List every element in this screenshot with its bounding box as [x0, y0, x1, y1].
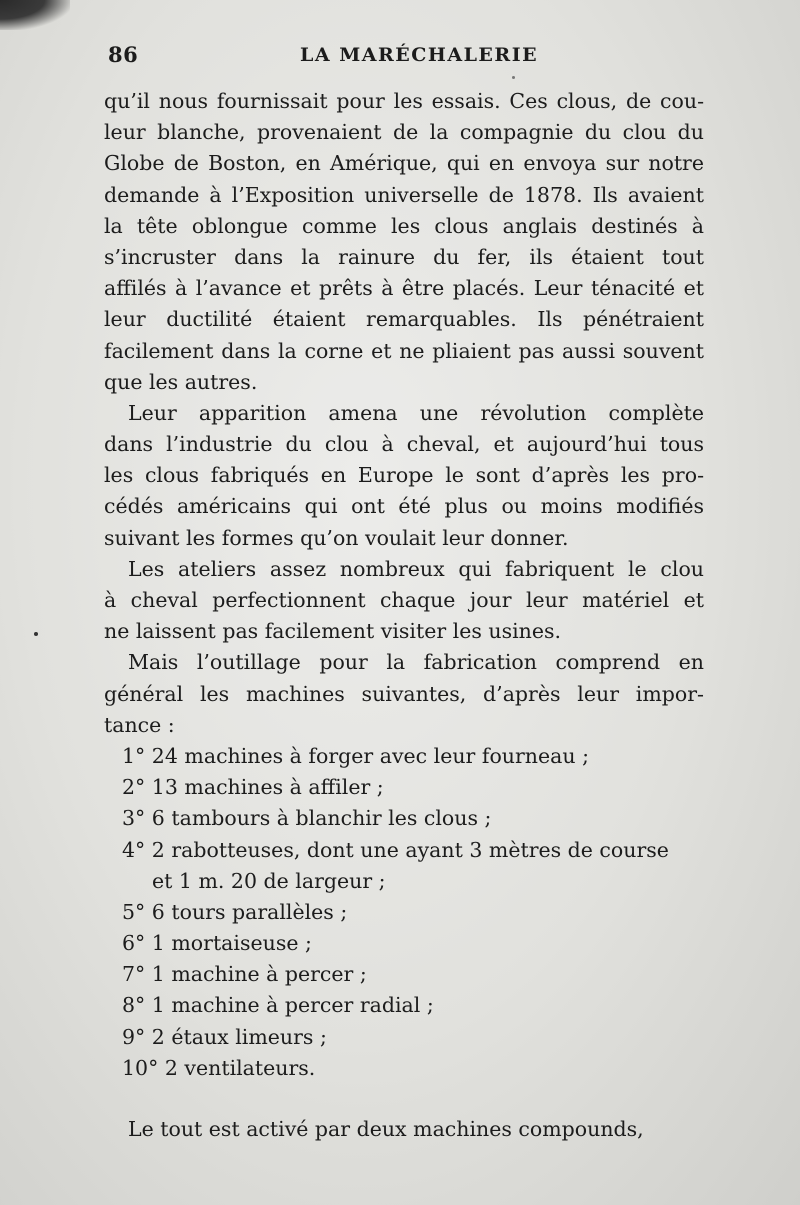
list-item: 3° 6 tambours à blanchir les clous ; — [122, 806, 492, 831]
text-line: les clous fabriqués en Europe le sont d’après les pro- — [104, 463, 704, 488]
text-line: qu’il nous fournissait pour les essais. Ces clous, de cou- — [104, 89, 704, 113]
ink-speck — [512, 76, 515, 79]
text-line: dans l’industrie du clou à cheval, et aujourd’hui tous — [104, 432, 704, 457]
list-item: 2° 13 machines à affiler ; — [122, 775, 384, 800]
text-line: demande à l’Exposition universelle de 1878. Ils avaient — [104, 182, 704, 207]
text-line: ne laissent pas facilement visiter les usines. — [104, 619, 562, 644]
list-item: 4° 2 rabotteuses, dont une ayant 3 mètres de course — [122, 837, 669, 862]
list-item: 5° 6 tours parallèles ; — [122, 899, 348, 924]
text-line: Globe de Boston, en Amérique, qui en envoya sur notre — [104, 151, 704, 176]
text-line: facilement dans la corne et ne pliaient pas aussi souvent — [104, 338, 704, 363]
text-line: leur ductilité étaient remarquables. Ils pénétraient — [104, 307, 704, 332]
list-item: 8° 1 machine à percer radial ; — [122, 993, 434, 1018]
text-line: Leur apparition amena une révolution complète — [128, 400, 704, 425]
paragraph-gap — [104, 1084, 704, 1114]
text-line: la tête oblongue comme les clous anglais destinés à — [104, 213, 704, 238]
list-item: 6° 1 mortaiseuse ; — [122, 931, 312, 956]
text-line: tance : — [104, 712, 175, 737]
list-item: 1° 24 machines à forger avec leur fourneau ; — [122, 743, 589, 768]
text-line: à cheval perfectionnent chaque jour leur matériel et — [104, 588, 704, 612]
text-line: Mais l’outillage pour la fabrication comprend en — [128, 650, 704, 675]
list-item: 9° 2 étaux limeurs ; — [122, 1024, 327, 1049]
list-item-continuation: et 1 m. 20 de largeur ; — [152, 868, 386, 893]
running-head — [0, 42, 800, 72]
page-body — [104, 86, 704, 1145]
list-item: 7° 1 machine à percer ; — [122, 962, 367, 987]
text-line: leur blanche, provenaient de la compagnie du clou du — [104, 120, 704, 145]
text-line: général les machines suivantes, d’après leur impor- — [104, 681, 704, 706]
text-line: suivant les formes qu’on voulait leur donner. — [104, 525, 569, 550]
page-number: 86 — [108, 42, 139, 67]
text-line: Les ateliers assez nombreux qui fabriquent le clou — [128, 556, 704, 581]
text-line: Le tout est activé par deux machines compounds, — [128, 1117, 644, 1141]
text-line: cédés américains qui ont été plus ou moins modifiés — [104, 494, 704, 519]
ink-speck — [34, 632, 38, 636]
text-line: s’incruster dans la rainure du fer, ils étaient tout — [104, 244, 704, 269]
running-head-title: LA MARÉCHALERIE — [300, 44, 539, 66]
list-item: 10° 2 ventilateurs. — [122, 1055, 316, 1080]
page-corner-shadow — [0, 0, 70, 30]
text-line: que les autres. — [104, 369, 258, 394]
text-line: affilés à l’avance et prêts à être placés. Leur ténacité et — [104, 276, 704, 301]
